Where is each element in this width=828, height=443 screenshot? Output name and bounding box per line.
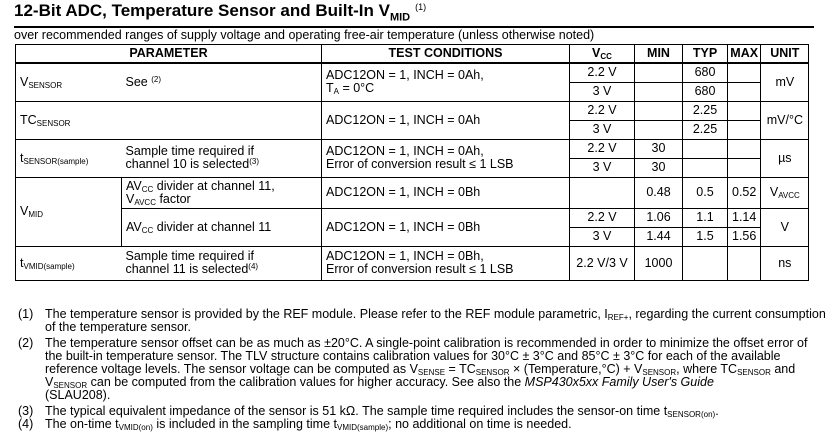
tvmid-typ	[683, 246, 728, 280]
tvmid-min: 1000	[635, 246, 683, 280]
param-tsensor-sample-description: Sample time required if channel 10 is selected$^{(3)}$	[122, 139, 322, 177]
tcsensor-min-2	[635, 120, 683, 139]
tvmid-unit: ns	[761, 246, 809, 280]
vsensor-test-conditions: ADC12ON = 1, INCH = 0Ah, $T_A = 0^\circ C$	[322, 63, 570, 101]
tsensor-sample-test-conditions: ADC12ON = 1, INCH = 0Ah, Error of conversion result ≤ 1 LSB	[322, 139, 570, 177]
vmid-unit-2: V	[761, 208, 809, 246]
vmid-max-3: 1.56	[728, 227, 761, 246]
footnote-3: (3) The typical equivalent impedance of the sensor is 51 kΩ. The sample time required includes the sensor-on time $t_{SENSOR(on)}$.	[18, 404, 719, 419]
tcsensor-vcc-1: 2.2 V	[570, 101, 635, 120]
tcsensor-vcc-2: 3 V	[570, 120, 635, 139]
vsensor-typ-2: 680	[683, 82, 728, 101]
vsensor-vcc-1: 2.2 V	[570, 63, 635, 82]
footnote-number: (3)	[18, 404, 34, 418]
footnote-ref-2[interactable]: (2)	[151, 74, 162, 84]
header-parameter: PARAMETER	[16, 45, 322, 64]
footnote-2: (2) The temperature sensor offset can be as much as ±20°C. A single-point calibration is recommended in order to minimize the offset error of the built-in temperature sensor. The TLV structure contains calibration values for 30°C ± 3°C and 85°C ± 3°C for each of the available reference voltage levels. The sensor voltage can be computed as $V_{SENSE} = TC_{SENSOR}$ × (Temperature,°C) + $V_{SENSOR}$, where $TC_{SENSOR}$ and $V_{SENSOR}$ can be computed from the calibration values for higher accuracy. See also the MSP430x5xx Family User's Guide (SLAU208).	[18, 336, 808, 402]
param-vmid-description-1: $AV_{CC}$ divider at channel 11, $V_{AVCC}$ factor	[122, 177, 322, 208]
vmid-typ-2: 1.1	[683, 208, 728, 227]
vmid-vcc-3: 3 V	[570, 227, 635, 246]
param-tcsensor-description	[122, 101, 322, 139]
title-footnote-ref[interactable]: (1)	[415, 2, 427, 12]
title-subscript: MID	[389, 11, 411, 24]
tsensor-vcc-1: 2.2 V	[570, 139, 635, 158]
param-vsensor-description: See $^{(2)}$	[122, 63, 322, 101]
tvmid-max	[728, 246, 761, 280]
param-tvmid-sample-description: Sample time required if channel 11 is selected$^{(4)}$	[122, 246, 322, 280]
header-test-conditions: TEST CONDITIONS	[322, 45, 570, 64]
footnote-4: (4) The on-time $t_{VMID(on)}$ is included in the sampling time $t_{VMID(sample)}$; no additional on time is needed.	[18, 417, 572, 432]
tsensor-min-2: 30	[635, 158, 683, 177]
tsensor-max-1	[728, 139, 761, 158]
tcsensor-max-1	[728, 101, 761, 120]
footnote-ref-3[interactable]: (3)	[249, 157, 259, 166]
table-row	[16, 246, 809, 280]
footnote-number: (2)	[18, 336, 34, 350]
footnote-number: (1)	[18, 307, 34, 321]
table-row	[16, 139, 809, 158]
vsensor-min-2	[635, 82, 683, 101]
param-tsensor-sample-symbol: $t_{SENSOR(sample)}$	[16, 139, 122, 177]
vmid-unit-1: $V_{AVCC}$	[761, 177, 809, 208]
vmid-test-conditions-1: ADC12ON = 1, INCH = 0Bh	[322, 177, 570, 208]
electrical-characteristics-table	[15, 44, 809, 281]
tvmid-vcc: 2.2 V/3 V	[570, 246, 635, 280]
users-guide-title: MSP430x5xx Family User's Guide	[524, 375, 714, 389]
vmid-min-3: 1.44	[635, 227, 683, 246]
tcsensor-unit: mV/°C	[761, 101, 809, 139]
tsensor-min-1: 30	[635, 139, 683, 158]
vsensor-max-1	[728, 63, 761, 82]
footnote-ref-4[interactable]: (4)	[248, 262, 259, 271]
tcsensor-min-1	[635, 101, 683, 120]
vmid-max-2: 1.14	[728, 208, 761, 227]
param-vsensor-symbol: $V_{SENSOR}$	[16, 63, 122, 101]
param-tcsensor-symbol: $TC_{SENSOR}$	[16, 101, 122, 139]
table-row	[16, 63, 809, 82]
param-tvmid-sample-symbol: $t_{VMID(sample)}$	[16, 246, 122, 280]
footnote-1: (1) The temperature sensor is provided by the REF module. Please refer to the REF module parametric, $I_{REF+}$, regarding the current consumption of the temperature sensor.	[18, 307, 826, 334]
header-min: MIN	[635, 45, 683, 64]
tcsensor-typ-1: 2.25	[683, 101, 728, 120]
vmid-typ-3: 1.5	[683, 227, 728, 246]
header-typ: TYP	[683, 45, 728, 64]
vsensor-unit: mV	[761, 63, 809, 101]
param-vmid-description-2: $AV_{CC}$ divider at channel 11	[122, 208, 322, 246]
footnotes	[18, 308, 828, 431]
vmid-vcc-2: 2.2 V	[570, 208, 635, 227]
vmid-vcc-1	[570, 177, 635, 208]
tsensor-typ-1	[683, 139, 728, 158]
footnote-number: (4)	[18, 417, 34, 431]
table-condition-note: over recommended ranges of supply voltage and operating free-air temperature (unless otherwise noted)	[14, 28, 595, 42]
title-text: 12-Bit ADC, Temperature Sensor and Built-In V	[14, 1, 390, 20]
vsensor-min-1	[635, 63, 683, 82]
tsensor-typ-2	[683, 158, 728, 177]
slau208-link[interactable]: (SLAU208)	[45, 388, 107, 402]
tsensor-max-2	[728, 158, 761, 177]
tsensor-vcc-2: 3 V	[570, 158, 635, 177]
tvmid-sample-test-conditions: ADC12ON = 1, INCH = 0Bh, Error of conversion result ≤ 1 LSB	[322, 246, 570, 280]
vmid-typ-1: 0.5	[683, 177, 728, 208]
tsensor-unit: µs	[761, 139, 809, 177]
param-vmid-symbol: $V_{MID}$	[16, 177, 122, 246]
vsensor-vcc-2: 3 V	[570, 82, 635, 101]
vmid-max-1: 0.52	[728, 177, 761, 208]
table-row	[16, 101, 809, 120]
tcsensor-test-conditions: ADC12ON = 1, INCH = 0Ah	[322, 101, 570, 139]
vmid-test-conditions-2: ADC12ON = 1, INCH = 0Bh	[322, 208, 570, 246]
vsensor-max-2	[728, 82, 761, 101]
header-max: MAX	[728, 45, 761, 64]
section-title	[14, 1, 426, 23]
tcsensor-max-2	[728, 120, 761, 139]
vmid-min-2: 1.06	[635, 208, 683, 227]
vmid-min-1: 0.48	[635, 177, 683, 208]
tcsensor-typ-2: 2.25	[683, 120, 728, 139]
vsensor-typ-1: 680	[683, 63, 728, 82]
table-row	[16, 208, 809, 227]
table-row	[16, 177, 809, 208]
table-header-row	[16, 45, 809, 64]
header-vcc: $V_{CC}$	[570, 45, 635, 64]
header-unit: UNIT	[761, 45, 809, 64]
